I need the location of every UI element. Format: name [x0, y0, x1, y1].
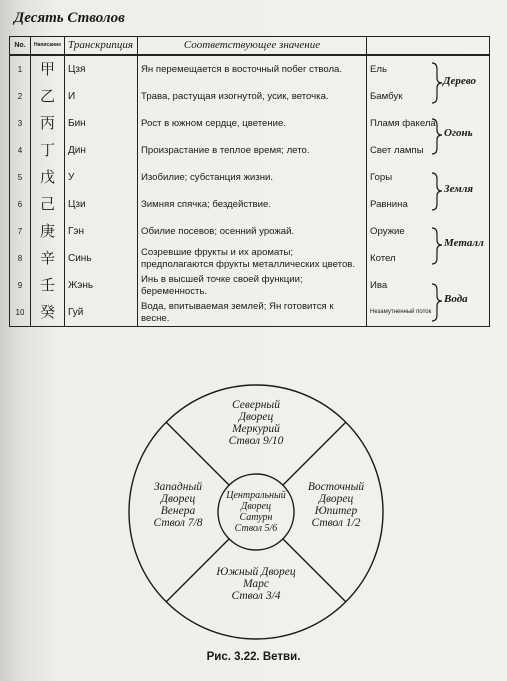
row-meaning: Ян перемещается в восточный побег ствола.	[138, 55, 367, 83]
row-transcription: Гуй	[65, 299, 138, 327]
row-transcription: Гэн	[65, 218, 138, 245]
header-character: Написание	[31, 37, 65, 56]
header-meaning: Соответствующее значение	[138, 37, 367, 56]
row-element: Бамбук	[367, 83, 490, 110]
east-palace-label: Восточный Дворец Юпитер Ствол 1/2	[307, 481, 365, 529]
row-number: 7	[10, 218, 31, 245]
header-no: No.	[10, 37, 31, 56]
row-transcription: Цзя	[65, 55, 138, 83]
row-number: 4	[10, 137, 31, 164]
group-label-wood: Дерево	[443, 75, 477, 87]
row-meaning: Произрастание в теплое время; лето.	[138, 137, 367, 164]
row-meaning: Изобилие; субстанция жизни.	[138, 164, 367, 191]
row-transcription: У	[65, 164, 138, 191]
row-number: 3	[10, 110, 31, 137]
row-character: 戊	[31, 164, 65, 191]
row-element: Котел	[367, 245, 490, 272]
row-element: Пламя факела	[367, 110, 490, 137]
figure-caption: Рис. 3.22. Ветви.	[206, 651, 301, 663]
row-element: Ель	[367, 55, 490, 83]
row-number: 5	[10, 164, 31, 191]
group-label-fire: Огонь	[444, 127, 473, 139]
row-meaning: Обилие посевов; осенний урожай.	[138, 218, 367, 245]
group-label-water: Вода	[444, 293, 468, 305]
row-element: Оружие	[367, 218, 490, 245]
row-meaning: Рост в южном сердце, цветение.	[138, 110, 367, 137]
row-character: 辛	[31, 245, 65, 272]
row-character: 丙	[31, 110, 65, 137]
row-element: Горы	[367, 164, 490, 191]
row-transcription: Синь	[65, 245, 138, 272]
row-element: Незамутненный поток	[367, 299, 490, 327]
row-meaning: Зимняя спячка; бездействие.	[138, 191, 367, 218]
central-palace-label: Центральный Дворец Сатурн Ствол 5/6	[226, 490, 286, 534]
row-transcription: Цзи	[65, 191, 138, 218]
row-character: 庚	[31, 218, 65, 245]
row-element: Ива	[367, 272, 490, 299]
west-palace-label: Западный Дворец Венера Ствол 7/8	[153, 481, 203, 529]
row-meaning: Вода, впитываемая землей; Ян готовится к весне.	[138, 299, 367, 327]
north-palace-label: Северный Дворец Меркурий Ствол 9/10	[228, 399, 284, 447]
section-title: Десять Стволов	[14, 10, 125, 26]
row-character: 乙	[31, 83, 65, 110]
row-element: Равнина	[367, 191, 490, 218]
row-character: 癸	[31, 299, 65, 327]
row-meaning: Инь в высшей точке своей функции; беременность.	[138, 272, 367, 299]
row-character: 甲	[31, 55, 65, 83]
row-transcription: Жэнь	[65, 272, 138, 299]
group-label-metal: Металл	[444, 237, 484, 249]
row-character: 壬	[31, 272, 65, 299]
header-transcription: Транскрипция	[65, 37, 138, 56]
row-number: 2	[10, 83, 31, 110]
south-palace-label: Южный Дворец Марс Ствол 3/4	[216, 566, 296, 602]
row-transcription: Бин	[65, 110, 138, 137]
row-transcription: И	[65, 83, 138, 110]
row-transcription: Дин	[65, 137, 138, 164]
row-meaning: Созревшие фрукты и их ароматы; предполагаются фрукты металлических цветов.	[138, 245, 367, 272]
row-number: 6	[10, 191, 31, 218]
row-number: 8	[10, 245, 31, 272]
row-number: 1	[10, 55, 31, 83]
row-character: 己	[31, 191, 65, 218]
row-character: 丁	[31, 137, 65, 164]
row-number: 9	[10, 272, 31, 299]
row-element: Свет лампы	[367, 137, 490, 164]
group-label-earth: Земля	[444, 183, 474, 195]
row-number: 10	[10, 299, 31, 327]
row-meaning: Трава, растущая изогнутой, усик, веточка.	[138, 83, 367, 110]
